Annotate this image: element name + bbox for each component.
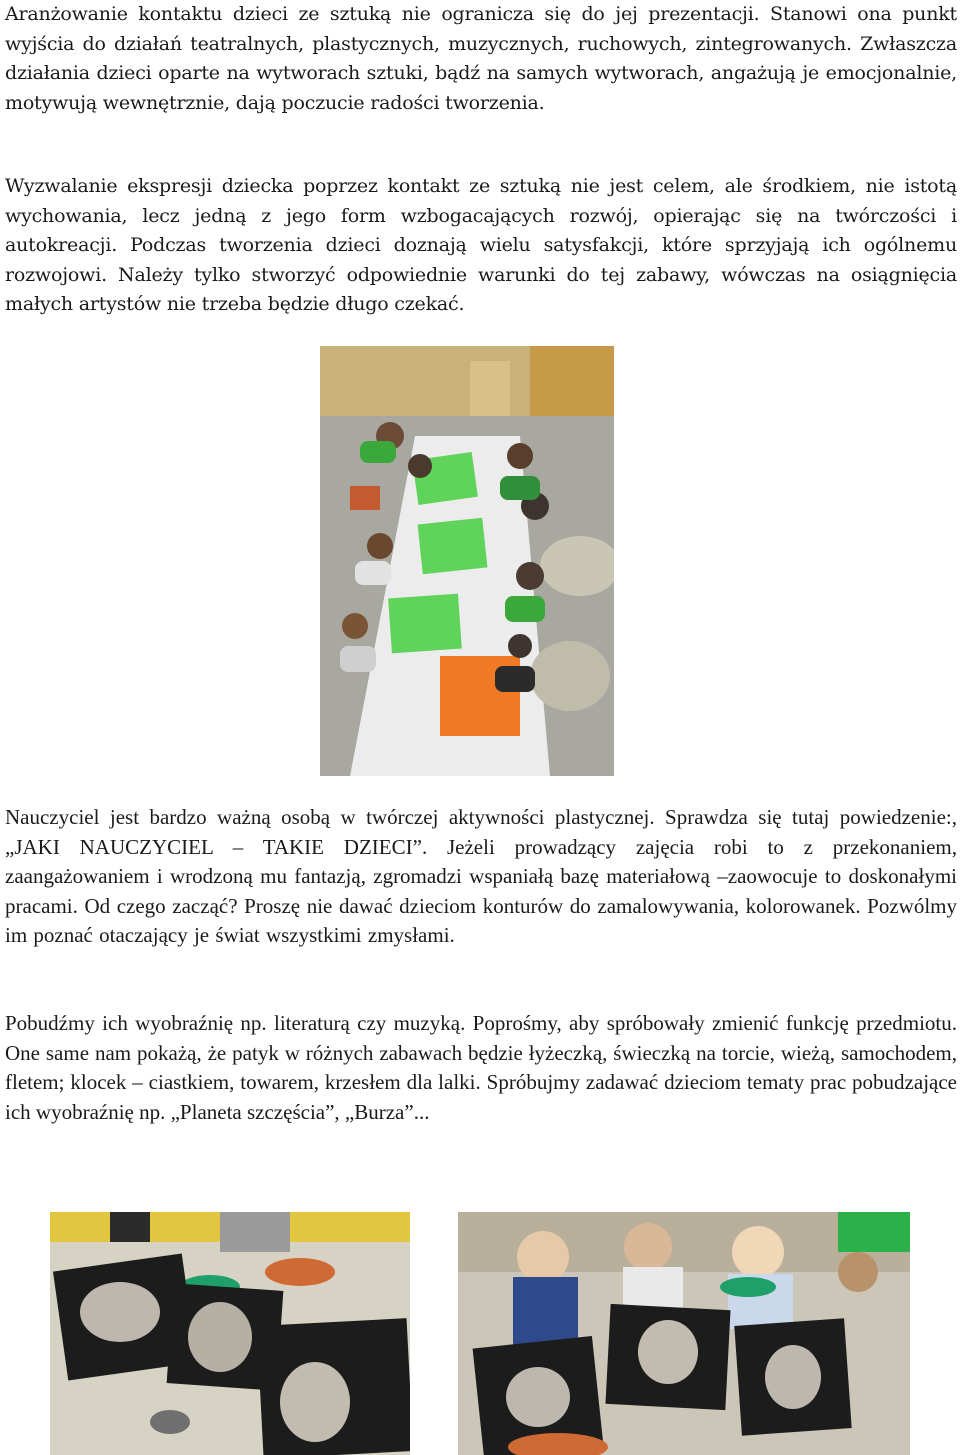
paragraph-intro: Aranżowanie kontaktu dzieci ze sztuką nie ogranicza się do jej prezentacji. Stanowi ona punkt wyjścia do działań teatralnych, plastycznych, muzycznych, ruchowych, zintegrowanych. Zwłaszcza działania dzieci oparte na wytworach sztuki, bądź na samych wytworach, angażują je emocjonalnie, motywują wewnętrznie, dają poczucie radości tworzenia. — [5, 3, 957, 114]
paragraph-imagination: Pobudźmy ich wyobraźnię np. literaturą czy muzyką. Poprośmy, aby spróbowały zmienić funkcję przedmiotu. One same nam pokażą, że patyk w różnych zabawach będzie łyżeczką, świeczką na torcie, wieżą, samochodem, fletem; klocek – ciastkiem, towarem, krzesłem dla lalki. Spróbujmy zadawać dzieciom tematy prac pobudzające ich wyobraźnię np. „Planeta szczęścia”, „Burza”... — [5, 1011, 957, 1124]
children-drawing-photo — [320, 346, 614, 776]
clay-art-photo — [50, 1212, 410, 1455]
children-at-table-photo — [458, 1212, 910, 1455]
paragraph-expression: Wyzwalanie ekspresji dziecka poprzez kontakt ze sztuką nie jest celem, ale środkiem, nie istotą wychowania, lecz jedną z jego form wzbogacających rozwój, opierając się na twórczości i autokreacji. Podczas tworzenia dzieci doznają wielu satysfakcji, które sprzyjają ich ogólnemu rozwojowi. Należy tylko stworzyć odpowiednie warunki do tej zabawy, wówczas na osiągnięcia małych artystów nie trzeba będzie długo czekać. — [5, 175, 957, 315]
paragraph-teacher: Nauczyciel jest bardzo ważną osobą w twórczej aktywności plastycznej. Sprawdza się tutaj powiedzenie:, „JAKI NAUCZYCIEL – TAKIE DZIECI”. Jeżeli prowadzący zajęcia robi to z przekonaniem, zaangażowaniem i wrodzoną mu fantazją, zgromadzi wspaniałą bazę materiałową –zaowocuje to doskonałymi pracami. Od czego zacząć? Proszę nie dawać dzieciom konturów do zamalowywania, kolorowanek. Pozwólmy im poznać otaczający je świat wszystkimi zmysłami. — [5, 805, 957, 948]
